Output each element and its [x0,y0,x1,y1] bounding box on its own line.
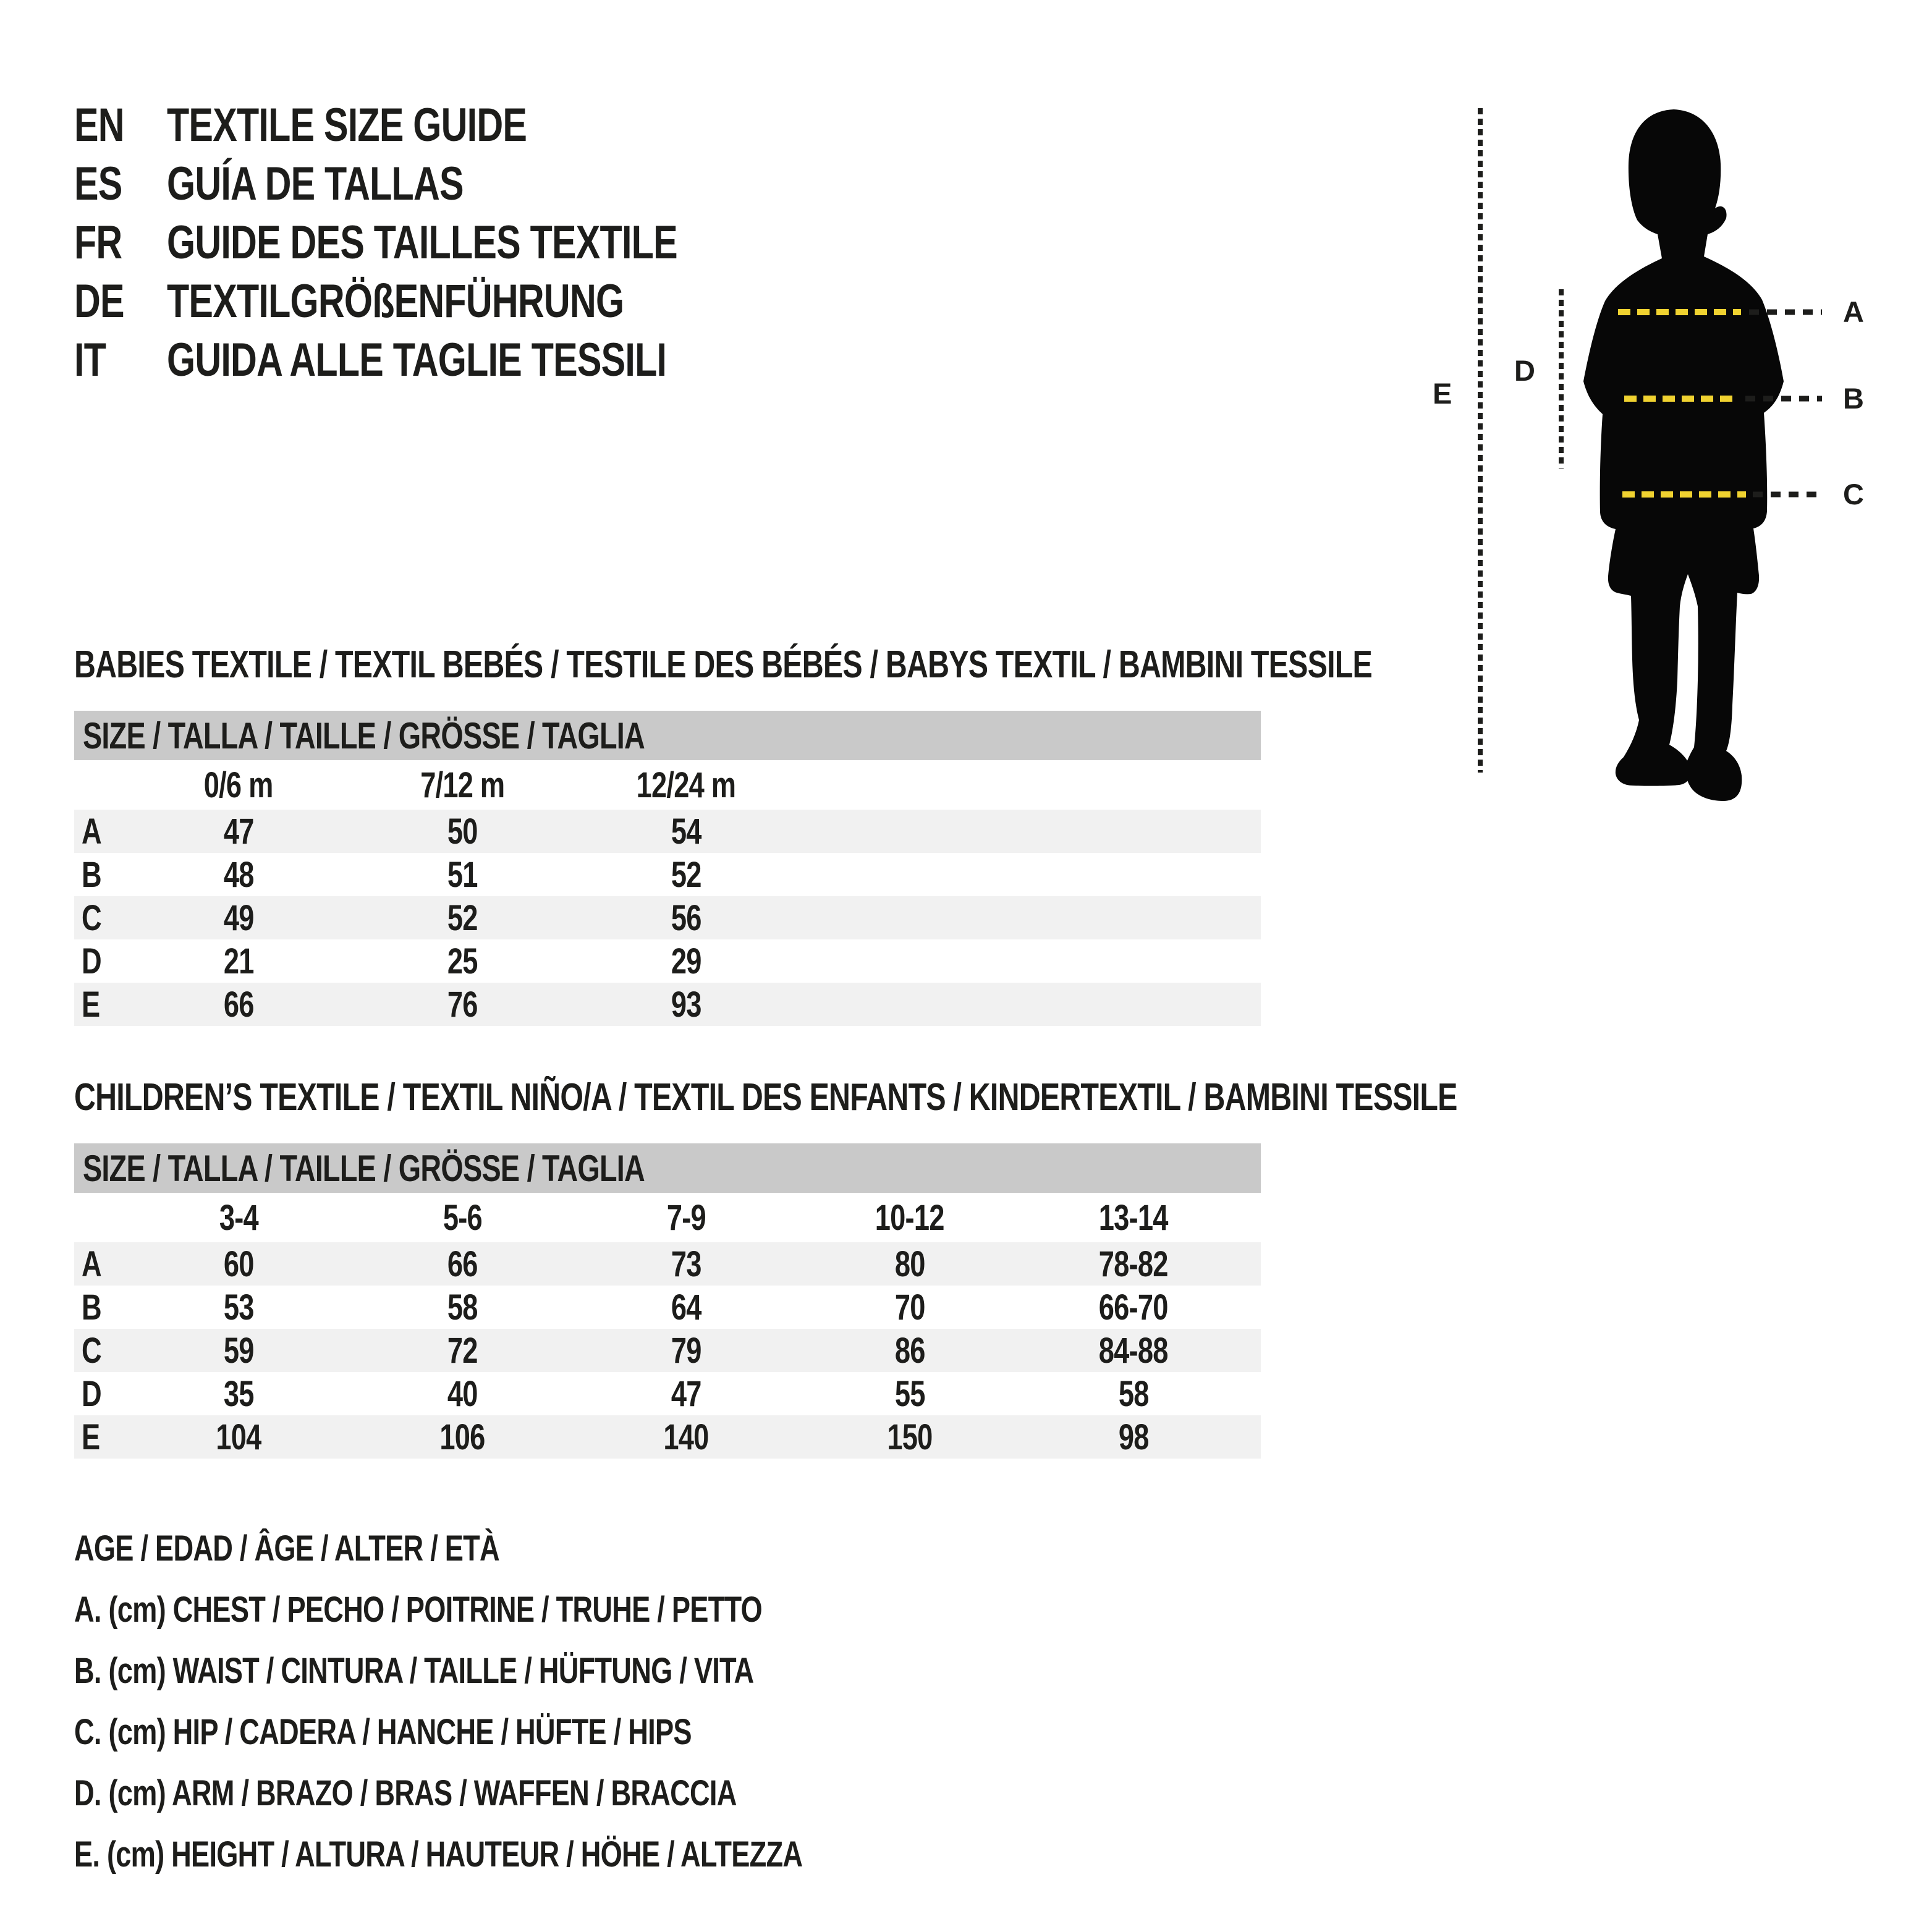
label-a: A [1843,295,1864,328]
value-cell: 72 [447,1330,478,1371]
table-row [74,1415,1261,1459]
value-cell: 66 [223,984,254,1025]
row-label: E [82,984,100,1025]
value-cell: 66-70 [1099,1287,1168,1328]
legend-line-hip: C. (cm) HIP / CADERA / HANCHE / HÜFTE / HIPS [74,1712,692,1752]
measurement-legend [74,1518,1008,1885]
value-cell: 64 [671,1287,701,1328]
column-header: 3-4 [219,1197,258,1238]
value-cell: 86 [894,1330,925,1371]
value-cell: 60 [223,1244,254,1284]
value-cell: 93 [671,984,701,1025]
value-cell: 21 [223,941,254,981]
value-cell: 49 [223,897,254,938]
legend-line-chest: A. (cm) CHEST / PECHO / POITRINE / TRUHE / PETTO [74,1590,762,1630]
language-row [74,155,821,213]
label-d: D [1514,354,1535,387]
value-cell: 104 [216,1417,261,1457]
value-cell: 106 [439,1417,485,1457]
table-row [74,896,1261,939]
value-cell: 80 [894,1244,925,1284]
value-cell: 66 [447,1244,478,1284]
value-cell: 78-82 [1099,1244,1168,1284]
value-cell: 35 [223,1373,254,1414]
table-row [74,939,1261,983]
row-label: B [82,854,101,895]
table-row [74,810,1261,853]
value-cell: 76 [447,984,478,1025]
language-row [74,96,821,155]
value-cell: 58 [447,1287,478,1328]
legend-line-arm: D. (cm) ARM / BRAZO / BRAS / WAFFEN / BRACCIA [74,1773,737,1813]
language-title: GUÍA DE TALLAS [167,158,464,210]
table-row [74,1242,1261,1286]
language-row [74,272,821,331]
value-cell: 58 [1118,1373,1149,1414]
language-title: TEXTILE SIZE GUIDE [167,99,527,151]
column-header: 0/6 m [204,765,273,805]
row-label: C [82,897,101,938]
value-cell: 47 [671,1373,701,1414]
language-code: DE [74,275,124,328]
language-title: GUIDA ALLE TAGLIE TESSILI [167,334,667,386]
value-cell: 52 [671,854,701,895]
legend-line-age: AGE / EDAD / ÂGE / ALTER / ETÀ [74,1528,499,1569]
column-header: 13-14 [1099,1197,1168,1238]
child-silhouette-icon [1583,109,1784,801]
language-code: FR [74,216,122,269]
value-cell: 98 [1118,1417,1149,1457]
value-cell: 54 [671,811,701,852]
babies-size-header-bar: SIZE / TALLA / TAILLE / GRÖSSE / TAGLIA [74,711,1261,760]
label-b: B [1843,382,1864,415]
language-title-list [74,96,821,389]
language-row [74,213,821,272]
value-cell: 40 [447,1373,478,1414]
value-cell: 25 [447,941,478,981]
row-label: D [82,1373,101,1414]
language-code: ES [74,158,122,210]
table-row [74,853,1261,896]
table-row [74,1286,1261,1329]
legend-line-height: E. (cm) HEIGHT / ALTURA / HAUTEUR / HÖHE / ALTEZZA [74,1834,803,1875]
language-title: TEXTILGRÖßENFÜHRUNG [167,275,624,328]
column-header: 12/24 m [636,765,736,805]
value-cell: 70 [894,1287,925,1328]
children-size-header-bar: SIZE / TALLA / TAILLE / GRÖSSE / TAGLIA [74,1143,1261,1193]
language-title: GUIDE DES TAILLES TEXTILE [167,216,677,269]
value-cell: 53 [223,1287,254,1328]
column-header: 7/12 m [420,765,505,805]
column-header: 7-9 [666,1197,706,1238]
child-silhouette-path [1583,109,1784,801]
value-cell: 56 [671,897,701,938]
row-label: A [82,811,101,852]
column-header: 10-12 [875,1197,944,1238]
value-cell: 59 [223,1330,254,1371]
label-c: C [1843,478,1864,511]
value-cell: 52 [447,897,478,938]
table-row [74,1329,1261,1372]
babies-section-heading: BABIES TEXTILE / TEXTIL BEBÉS / TESTILE DES BÉBÉS / BABYS TEXTIL / BAMBINI TESSILE [74,643,1372,686]
babies-column-header-row [74,760,1261,810]
value-cell: 150 [887,1417,933,1457]
language-code: IT [74,334,106,386]
children-section-heading: CHILDREN’S TEXTILE / TEXTIL NIÑO/A / TEXTIL DES ENFANTS / KINDERTEXTIL / BAMBINI TESSILE [74,1076,1457,1119]
language-code: EN [74,99,124,151]
value-cell: 47 [223,811,254,852]
row-label: C [82,1330,101,1371]
children-size-table [74,1143,1261,1459]
value-cell: 29 [671,941,701,981]
value-cell: 73 [671,1244,701,1284]
value-cell: 79 [671,1330,701,1371]
babies-size-table [74,711,1261,1026]
row-label: E [82,1417,100,1457]
row-label: B [82,1287,101,1328]
table-row [74,1372,1261,1415]
language-row [74,331,821,389]
value-cell: 50 [447,811,478,852]
table-row [74,983,1261,1026]
label-e: E [1433,377,1452,410]
value-cell: 140 [663,1417,709,1457]
row-label: D [82,941,101,981]
legend-line-waist: B. (cm) WAIST / CINTURA / TAILLE / HÜFTUNG / VITA [74,1651,754,1691]
children-column-header-row [74,1193,1261,1242]
column-header: 5-6 [443,1197,482,1238]
value-cell: 51 [447,854,478,895]
value-cell: 84-88 [1099,1330,1168,1371]
value-cell: 55 [894,1373,925,1414]
child-measurement-diagram [1428,102,1891,807]
value-cell: 48 [223,854,254,895]
row-label: A [82,1244,101,1284]
